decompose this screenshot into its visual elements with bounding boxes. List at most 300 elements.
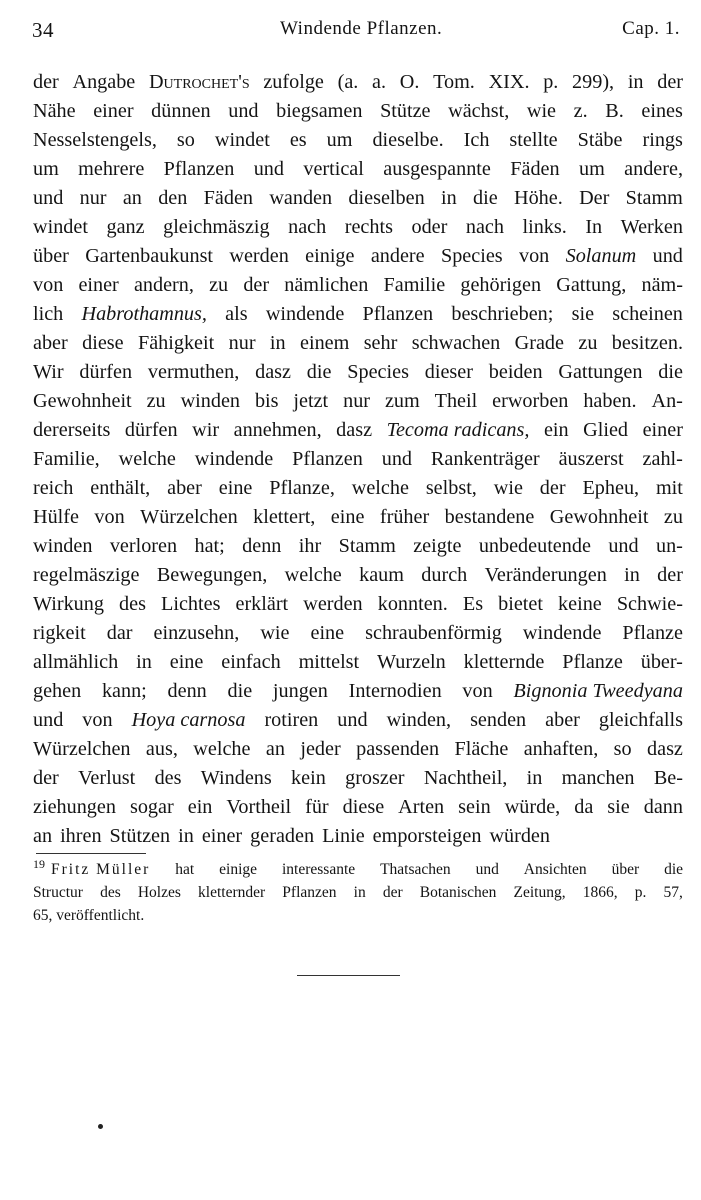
word: Werken	[620, 216, 683, 238]
word: Gattung,	[556, 274, 627, 296]
word: rechts	[344, 216, 393, 238]
text-line	[33, 387, 683, 416]
word: Wurzeln	[377, 651, 446, 673]
word: allmählich	[33, 651, 119, 673]
word: winden	[180, 390, 241, 412]
word: mittelst	[298, 651, 360, 673]
text-line	[33, 329, 683, 358]
word: gleichfalls	[598, 709, 683, 731]
word: andern,	[133, 274, 194, 296]
word: Hülfe	[33, 506, 79, 528]
word: um	[578, 158, 605, 180]
word: Gartenbaukunst	[85, 245, 214, 267]
word: kletternder	[198, 884, 266, 901]
word: welche	[193, 738, 251, 760]
word: unbedeutende	[478, 535, 591, 557]
word: dasz	[255, 361, 291, 383]
word: windende	[265, 303, 345, 325]
word: z.	[573, 100, 588, 122]
word: beiden	[488, 361, 543, 383]
word: und	[253, 158, 284, 180]
word: in	[440, 187, 457, 209]
word: oder	[411, 216, 448, 238]
word: Ansichten	[523, 861, 587, 878]
word: des	[119, 593, 146, 615]
word: Stamm	[338, 535, 396, 557]
word: regelmäszige	[33, 564, 140, 586]
word: den	[158, 187, 188, 209]
word: welche	[118, 448, 176, 470]
word: scheinen	[612, 303, 683, 325]
word: Windens	[200, 767, 272, 789]
word: denn	[242, 535, 282, 557]
word: ein	[543, 419, 569, 441]
word: eines	[641, 100, 683, 122]
word: Pflanzen	[292, 448, 363, 470]
word: einer	[78, 274, 119, 296]
word: Glied	[583, 419, 629, 441]
word: 57,	[663, 884, 683, 901]
word: dasz	[336, 419, 373, 441]
word: die	[473, 187, 498, 209]
word: Gewohnheit	[549, 506, 649, 528]
word: der	[382, 884, 403, 901]
text-line	[33, 97, 683, 126]
word: in	[624, 564, 640, 586]
word: Würzelchen	[33, 738, 131, 760]
word: XIX.	[488, 71, 530, 93]
word: um	[326, 129, 353, 151]
word: Gattungen	[558, 361, 643, 383]
word: dar	[106, 622, 133, 644]
word: andere,	[624, 158, 683, 180]
word: und	[228, 100, 259, 122]
word: kaum	[359, 564, 404, 586]
word: über	[611, 861, 640, 878]
word: Gewohnheit	[33, 390, 132, 412]
word: denn	[167, 680, 207, 702]
word: biegsamen	[276, 100, 363, 122]
word: Familie	[383, 274, 446, 296]
word: gehen	[33, 680, 82, 702]
word: dünnen	[151, 100, 211, 122]
word: beschrieben;	[451, 303, 554, 325]
word: in	[136, 651, 152, 673]
word: Grade	[514, 332, 564, 354]
word: aber	[33, 332, 68, 354]
word: werden	[303, 593, 363, 615]
text-line	[33, 271, 683, 300]
word: Stützen	[109, 825, 171, 847]
text-line	[33, 677, 683, 706]
word: werden	[229, 245, 289, 267]
word: ihr	[298, 535, 322, 557]
text-line	[33, 126, 683, 155]
word: winden	[33, 535, 93, 557]
word: erworben	[492, 390, 569, 412]
italic-taxon: Bignonia Tweedyana	[513, 680, 683, 702]
word: und	[337, 709, 368, 731]
text-line	[33, 590, 683, 619]
word: erklärt	[235, 593, 289, 615]
text-line	[33, 619, 683, 648]
word: windende	[194, 448, 274, 470]
word: von	[33, 274, 64, 296]
word: 299),	[572, 71, 615, 93]
word: haben.	[583, 390, 637, 412]
word: verloren	[109, 535, 178, 557]
page-number: 34	[32, 18, 54, 42]
word: besitzen.	[611, 332, 683, 354]
word: konnten.	[377, 593, 448, 615]
word: p.	[634, 884, 647, 901]
word: zu	[578, 332, 598, 354]
text-line	[33, 793, 683, 822]
word: vermuthen,	[147, 361, 240, 383]
word: der	[657, 71, 683, 93]
word: Schwie-	[616, 593, 683, 615]
word: aber	[545, 709, 580, 731]
word: Stäbe	[577, 129, 623, 151]
word: anhaften,	[523, 738, 599, 760]
word: Veränderungen	[484, 564, 607, 586]
footnote-marker	[33, 858, 150, 881]
word: von	[462, 680, 493, 702]
word: hat;	[194, 535, 225, 557]
word: zufolge	[263, 71, 324, 93]
text-line	[33, 300, 683, 329]
word: wächst,	[448, 100, 510, 122]
footnote-line	[33, 858, 683, 881]
word: über-	[640, 651, 683, 673]
word: welche	[284, 564, 342, 586]
word: selbst,	[425, 477, 477, 499]
word: Be-	[653, 767, 683, 789]
word: dieselbe.	[372, 129, 444, 151]
word: Familie,	[33, 448, 100, 470]
running-title: Windende Pflanzen.	[280, 18, 443, 39]
word: andere	[370, 245, 425, 267]
word: die	[664, 861, 683, 878]
text-line	[33, 822, 683, 851]
text-line	[33, 242, 683, 271]
word: Pflanzen	[282, 884, 337, 901]
word: dann	[643, 796, 683, 818]
word: in	[526, 767, 543, 789]
word: früher	[379, 506, 430, 528]
word: eine	[310, 622, 345, 644]
text-line	[33, 416, 683, 445]
word: Nesselstengels,	[33, 129, 157, 151]
word: wanden	[269, 187, 333, 209]
word: schwachen	[411, 332, 501, 354]
word: ihren	[60, 825, 102, 847]
word: Linie	[322, 825, 365, 847]
word: geraden	[250, 825, 315, 847]
word: für	[305, 796, 329, 818]
chapter-label: Cap. 1.	[622, 18, 680, 39]
word: Höhe.	[513, 187, 563, 209]
word: in	[269, 332, 286, 354]
word: Zeitung,	[513, 884, 566, 901]
word: des	[100, 884, 121, 901]
word: zahl-	[642, 448, 683, 470]
word: gleichmäszig	[163, 216, 270, 238]
word: keine	[558, 593, 602, 615]
word: kann;	[101, 680, 147, 702]
word: wir	[192, 419, 220, 441]
word: einige	[219, 861, 258, 878]
word: an	[265, 738, 285, 760]
word: Rankenträger	[430, 448, 540, 470]
word: ausgespannte	[383, 158, 491, 180]
word: rings	[642, 129, 683, 151]
word: 1866,	[582, 884, 618, 901]
word: der	[33, 71, 59, 93]
word: von	[518, 245, 550, 267]
word: nur	[343, 390, 371, 412]
word: winden,	[386, 709, 452, 731]
word: enthält,	[90, 477, 151, 499]
word: dürfen	[79, 361, 133, 383]
word: diese	[82, 332, 124, 354]
word: jetzt	[293, 390, 329, 412]
text-line	[33, 358, 683, 387]
word: sogar	[129, 796, 174, 818]
word: einem	[300, 332, 350, 354]
word: rigkeit	[33, 622, 86, 644]
word: O.	[399, 71, 420, 93]
word: zu	[209, 274, 229, 296]
word: Pflanzen	[163, 158, 235, 180]
word: Thatsachen	[380, 861, 451, 878]
word: Fäden	[510, 158, 560, 180]
word: a.	[372, 71, 387, 93]
word: un-	[655, 535, 683, 557]
word: eine	[218, 477, 253, 499]
word: als	[225, 303, 248, 325]
italic-taxon: Hoya carnosa	[131, 709, 246, 731]
word: wie	[526, 100, 557, 122]
word: An-	[651, 390, 683, 412]
word: über	[33, 245, 69, 267]
word: an	[122, 187, 142, 209]
word: und	[381, 448, 412, 470]
word: Holzes	[137, 884, 181, 901]
word: sie	[607, 796, 630, 818]
word: einer	[93, 100, 134, 122]
italic-taxon: Habrothamnus,	[81, 303, 207, 325]
word: Nähe	[33, 100, 76, 122]
text-line	[33, 68, 683, 97]
text-line	[33, 764, 683, 793]
word: groszer	[345, 767, 405, 789]
word: windende	[522, 622, 602, 644]
word: und	[652, 245, 683, 267]
word: reich	[33, 477, 74, 499]
word: der	[33, 767, 59, 789]
word: eine	[169, 651, 204, 673]
word: die	[658, 361, 683, 383]
word: nach	[288, 216, 327, 238]
word: bestandene	[444, 506, 535, 528]
word: dürfen	[124, 419, 178, 441]
word: emporsteigen	[372, 825, 482, 847]
word: B.	[605, 100, 624, 122]
word: da	[574, 796, 594, 818]
word: Stütze	[380, 100, 431, 122]
word: Vortheil	[226, 796, 292, 818]
word: Ich	[463, 129, 490, 151]
text-line	[33, 184, 683, 213]
word: sehr	[363, 332, 398, 354]
word: Nachtheil,	[423, 767, 508, 789]
word: Arten	[398, 796, 445, 818]
word: der	[657, 564, 683, 586]
word: Pflanzen	[362, 303, 434, 325]
word: links.	[522, 216, 567, 238]
word: und	[33, 187, 64, 209]
word: eine	[330, 506, 365, 528]
word: diese	[342, 796, 385, 818]
body-text	[33, 68, 683, 851]
word: Verlust	[78, 767, 136, 789]
word: kein	[291, 767, 326, 789]
word: windet	[33, 216, 88, 238]
word: und	[475, 861, 499, 878]
word: Fäden	[203, 187, 254, 209]
word: ziehungen	[33, 796, 116, 818]
word: Internodien	[348, 680, 442, 702]
word: durch	[421, 564, 468, 586]
word: Stamm	[625, 187, 683, 209]
word: Botanischen	[419, 884, 497, 901]
word: ganz	[106, 216, 145, 238]
word: zu	[146, 390, 166, 412]
word: in	[627, 71, 644, 93]
word: einer	[642, 419, 683, 441]
word: aber	[167, 477, 202, 499]
word: dieselben	[348, 187, 425, 209]
word: mehrere	[78, 158, 145, 180]
word: In	[585, 216, 603, 238]
italic-taxon: Solanum	[565, 245, 637, 267]
italic-taxon: Tecoma radicans,	[386, 419, 530, 441]
word: es	[289, 129, 307, 151]
word: ein	[187, 796, 213, 818]
word: zeigte	[413, 535, 462, 557]
end-rule	[297, 975, 400, 976]
word: so	[613, 738, 632, 760]
text-line	[33, 532, 683, 561]
word: dererseits	[33, 419, 111, 441]
word: einfach	[221, 651, 281, 673]
word: jungen	[272, 680, 328, 702]
word: senden	[470, 709, 527, 731]
word: aus,	[145, 738, 178, 760]
stray-mark	[98, 1124, 103, 1129]
word: von	[82, 709, 113, 731]
word: wie	[260, 622, 290, 644]
word: nämlichen	[284, 274, 369, 296]
word: lich	[33, 303, 64, 325]
word: und	[608, 535, 639, 557]
word: die	[306, 361, 332, 383]
footnote-line	[33, 881, 683, 904]
word: Species	[347, 361, 409, 383]
word: näm-	[641, 274, 683, 296]
word: in	[178, 825, 194, 847]
word: Angabe	[72, 71, 136, 93]
word: nur	[228, 332, 256, 354]
word: nach	[465, 216, 504, 238]
word: bis	[254, 390, 279, 412]
text-line	[33, 648, 683, 677]
footnote-number: 19	[33, 856, 45, 871]
word: die	[227, 680, 253, 702]
word: mit	[655, 477, 683, 499]
word: zum	[384, 390, 420, 412]
word: einige	[305, 245, 355, 267]
word: bietet	[498, 593, 543, 615]
text-line	[33, 735, 683, 764]
word: (a.	[337, 71, 359, 93]
text-line	[33, 561, 683, 590]
word: sein	[458, 796, 491, 818]
word: welche	[351, 477, 409, 499]
word: Tom.	[433, 71, 475, 93]
word: um	[33, 158, 59, 180]
word: Pflanze,	[269, 477, 335, 499]
footnote-author: Fritz Müller	[51, 861, 151, 878]
word: Epheu,	[582, 477, 640, 499]
word: äuszerst	[558, 448, 624, 470]
word: Bewegungen,	[156, 564, 268, 586]
word: Fläche	[454, 738, 509, 760]
word: der	[243, 274, 270, 296]
word: Es	[462, 593, 484, 615]
text-line	[33, 155, 683, 184]
word: Structur	[33, 884, 83, 901]
footnote	[33, 858, 683, 927]
word: Wir	[33, 361, 64, 383]
word: Species	[440, 245, 503, 267]
word: Pflanze	[622, 622, 683, 644]
footnote-rule	[36, 853, 146, 854]
word: jeder	[300, 738, 341, 760]
word: würde,	[504, 796, 561, 818]
word: einzusehn,	[153, 622, 240, 644]
word: der	[539, 477, 566, 499]
word: nur	[79, 187, 107, 209]
word: dasz	[647, 738, 683, 760]
footnote-line	[33, 904, 683, 927]
word: manchen	[561, 767, 635, 789]
word: vertical	[303, 158, 364, 180]
word: in	[353, 884, 366, 901]
word: schraubenförmig	[365, 622, 502, 644]
word: würden	[489, 825, 550, 847]
word: Wirkung	[33, 593, 104, 615]
word: einer	[201, 825, 243, 847]
word: passenden	[356, 738, 440, 760]
word: von	[94, 506, 125, 528]
word: des	[154, 767, 182, 789]
word: Fähigkeit	[137, 332, 215, 354]
word: stellte	[509, 129, 558, 151]
word: Lichtes	[161, 593, 221, 615]
word: klettert,	[253, 506, 316, 528]
